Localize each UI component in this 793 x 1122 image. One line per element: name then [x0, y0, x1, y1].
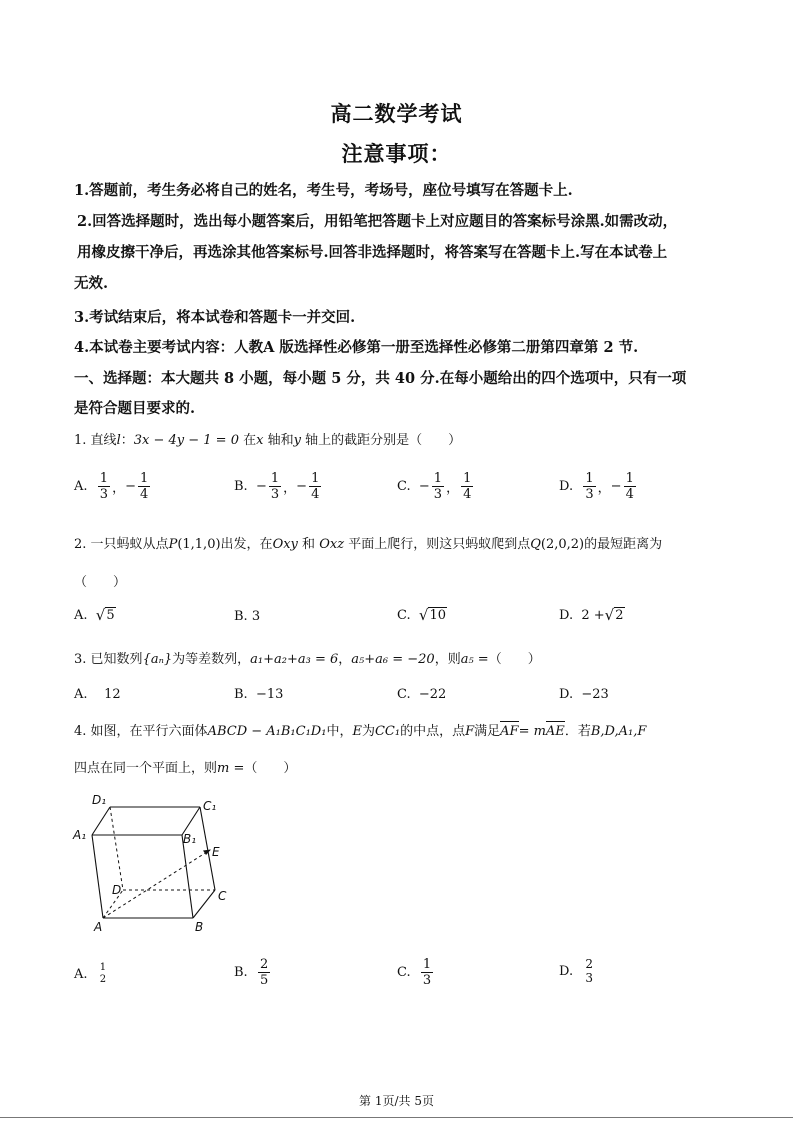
sep: ， — [338, 652, 352, 667]
note-2-line-3: 无效. — [74, 275, 109, 292]
fraction: 1 2 — [99, 962, 107, 985]
arrow-head — [203, 850, 211, 856]
sign: − — [296, 479, 308, 494]
edge-d1-d-hidden — [110, 807, 123, 890]
q2-option-d[interactable] — [559, 607, 625, 623]
option-label: B. — [234, 479, 248, 494]
option-label: B. 3 — [234, 609, 261, 624]
q4-text: 四点在同一个平面上，则 — [74, 761, 218, 776]
sqrt: √ 2 — [604, 606, 624, 624]
fraction: $\frac{1}{4}$ — [625, 471, 634, 502]
equals-m: = m — [518, 724, 546, 739]
option-label: C. — [397, 965, 411, 980]
label-a1: A₁ — [73, 828, 87, 842]
q1-option-b[interactable] — [234, 472, 323, 501]
edge-b-c — [193, 890, 215, 918]
option-label: D. — [559, 607, 574, 623]
q2-text: 出发，在 — [220, 537, 273, 552]
q4-text: 中， — [326, 724, 353, 739]
fraction: $\frac{1}{4}$ — [311, 471, 320, 502]
q2-option-b[interactable] — [234, 609, 260, 624]
section-heading-line-1: 一、选择题：本大题共 8 小题，每小题 5 分，共 40 分.在每小题给出的四个选项中，只有一项 — [74, 370, 687, 387]
q1-x: x — [256, 433, 264, 448]
plane-oxy: Oxy — [272, 537, 298, 552]
option-label: C. — [397, 687, 411, 702]
q4-number: 4. — [74, 724, 87, 739]
q3-text: ，则 — [434, 652, 461, 667]
label-b: B — [195, 920, 204, 934]
q4-text: 的中点，点 — [400, 724, 466, 739]
fraction: $\frac{1}{3}$ — [99, 471, 109, 502]
q1-var: l — [116, 433, 121, 448]
q4-option-b[interactable] — [234, 958, 272, 987]
option-label: D. — [559, 963, 574, 979]
q1-text: 直线 — [90, 433, 117, 448]
sign: − — [255, 479, 267, 494]
option-label: C. — [397, 607, 411, 623]
q1-option-a[interactable] — [74, 472, 152, 501]
equation-2: a₅+a₆ = −20 — [351, 652, 435, 667]
sequence: {aₙ} — [142, 652, 173, 667]
point-p-coords: (1,1,0) — [177, 537, 221, 552]
section-heading-line-2: 是符合题目要求的. — [74, 400, 196, 417]
fraction: $\frac{2}{5}$ — [259, 957, 269, 988]
option-value: −22 — [418, 687, 447, 702]
var-m: m — [217, 761, 230, 776]
note-4: 4.本试卷主要考试内容：人教A 版选择性必修第一册至选择性必修第二册第四章第 2 节. — [74, 339, 639, 356]
option-value: 12 — [104, 687, 121, 702]
sep: ， — [446, 481, 460, 496]
option-label: B. — [234, 687, 248, 702]
fraction: 2 3 — [585, 957, 593, 985]
equation-1: a₁+a₂+a₃ = 6 — [250, 652, 339, 667]
sep: ， — [112, 481, 126, 496]
q2-paren: （ ） — [74, 575, 127, 590]
question-1 — [74, 432, 461, 450]
q1-equation: 3x − 4y − 1 = 0 — [133, 433, 239, 448]
bottom-divider — [0, 1117, 793, 1118]
question-2 — [74, 536, 662, 554]
note-1: 1.答题前，考生务必将自己的姓名，考生号，考场号，座位号填写在答题卡上. — [74, 182, 573, 199]
page-number: 第 1页/共 5页 — [359, 1094, 434, 1108]
q1-text: ： — [120, 433, 134, 448]
label-c: C — [218, 889, 227, 903]
label-c1: C₁ — [203, 799, 217, 813]
label-d1: D₁ — [92, 793, 107, 807]
q3-option-b[interactable] — [234, 687, 283, 702]
edge-b1-b — [182, 835, 193, 918]
q1-option-d[interactable] — [559, 472, 638, 501]
edge-a1-d1 — [92, 807, 110, 835]
equation-3: a₅ = — [460, 652, 489, 667]
question-4-line-2 — [74, 760, 296, 778]
fraction: $\frac{1}{3}$ — [585, 471, 594, 502]
q3-text: 为等差数列， — [172, 652, 251, 667]
fraction: $\frac{1}{3}$ — [433, 471, 443, 502]
sqrt: √ 10 — [418, 606, 446, 624]
note-2-line-2: 用橡皮擦干净后，再选涂其他答案标号.回答非选择题时，将答案写在答题卡上.写在本试卷上 — [77, 244, 668, 261]
sign: − — [125, 479, 136, 494]
q1-y: y — [293, 433, 301, 448]
option-label: A. — [74, 607, 88, 623]
q4-paren: =（ ） — [229, 761, 297, 776]
option-value: −23 — [581, 687, 609, 702]
option-label: A. — [74, 687, 88, 702]
label-e: E — [212, 845, 220, 859]
option-label: D. — [559, 479, 574, 494]
option-prefix: 2 + — [581, 607, 605, 623]
question-3 — [74, 651, 541, 669]
edge-a1-a — [92, 835, 103, 918]
q1-text: 在 — [243, 433, 257, 448]
q4-text: 为 — [361, 724, 375, 739]
point-p: P — [168, 537, 178, 552]
q4-text: 满足 — [474, 724, 501, 739]
q3-option-d[interactable] — [559, 687, 609, 702]
fraction: $\frac{1}{4}$ — [140, 471, 149, 502]
option-label: A. — [74, 966, 88, 982]
edge-cc1: CC₁ — [374, 724, 401, 739]
point-e: E — [352, 724, 362, 739]
q1-text: 轴和 — [267, 433, 294, 448]
q4-text: 如图，在平行六面体 — [90, 724, 208, 739]
fraction: $\frac{1}{4}$ — [463, 471, 472, 502]
fraction: $\frac{1}{3}$ — [422, 957, 432, 988]
q3-number: 3. — [74, 652, 87, 667]
q4-text: ．若 — [564, 724, 591, 739]
option-label: C. — [397, 479, 411, 494]
q2-text: 一只蚂蚁从点 — [90, 537, 169, 552]
sep: ， — [597, 481, 611, 496]
q2-number: 2. — [74, 537, 87, 552]
q3-text: 已知数列 — [90, 652, 143, 667]
q4-option-c[interactable] — [397, 958, 435, 987]
solid-name: ABCD − A₁B₁C₁D₁ — [207, 724, 327, 739]
edge-c1-b1 — [182, 807, 200, 835]
q1-number: 1. — [74, 433, 87, 448]
note-2-line-1: 2.回答选择题时，选出每小题答案后，用铅笔把答题卡上对应题目的答案标号涂黑.如需改动， — [77, 213, 678, 230]
label-b1: B₁ — [183, 832, 197, 846]
points-list: B,D,A₁,F — [590, 724, 647, 739]
sign: − — [610, 479, 622, 494]
plane-oxz: Oxz — [319, 537, 345, 552]
q1-text: 轴上的截距分别是（ ） — [305, 433, 462, 448]
q3-paren: （ ） — [488, 652, 541, 667]
point-q: Q — [530, 537, 541, 552]
exam-title: 高二数学考试 — [330, 101, 463, 126]
sign: − — [418, 479, 430, 494]
option-value: −13 — [255, 687, 284, 702]
q2-text: 和 — [302, 537, 316, 552]
q3-option-a[interactable] — [74, 687, 121, 702]
point-q-coords: (2,0,2) — [540, 537, 585, 552]
note-3: 3.考试结束后，将本试卷和答题卡一并交回. — [74, 309, 356, 326]
label-a: A — [94, 920, 103, 934]
q2-text: 平面上爬行，则这只蚂蚁爬到点 — [348, 537, 531, 552]
option-label: A. — [74, 479, 88, 494]
q4-option-a[interactable] — [74, 963, 110, 985]
sep: ， — [283, 481, 297, 496]
vector-af: AF — [500, 724, 519, 739]
option-label: B. — [234, 965, 248, 980]
q2-text: 的最短距离为 — [584, 537, 663, 552]
vector-ae: AE — [545, 724, 565, 739]
notice-heading: 注意事项： — [341, 141, 452, 166]
question-4 — [74, 723, 646, 741]
sqrt: √ 5 — [95, 606, 115, 624]
q2-option-a[interactable] — [74, 607, 116, 623]
fraction: $\frac{1}{3}$ — [270, 471, 280, 502]
option-label: D. — [559, 687, 574, 702]
parallelepiped-figure — [70, 790, 250, 940]
q4-option-d[interactable] — [559, 958, 597, 984]
q3-option-c[interactable] — [397, 687, 446, 702]
label-d: D — [112, 883, 122, 897]
q2-option-c[interactable] — [397, 607, 447, 623]
q1-option-c[interactable] — [397, 472, 475, 501]
point-f: F — [465, 724, 475, 739]
